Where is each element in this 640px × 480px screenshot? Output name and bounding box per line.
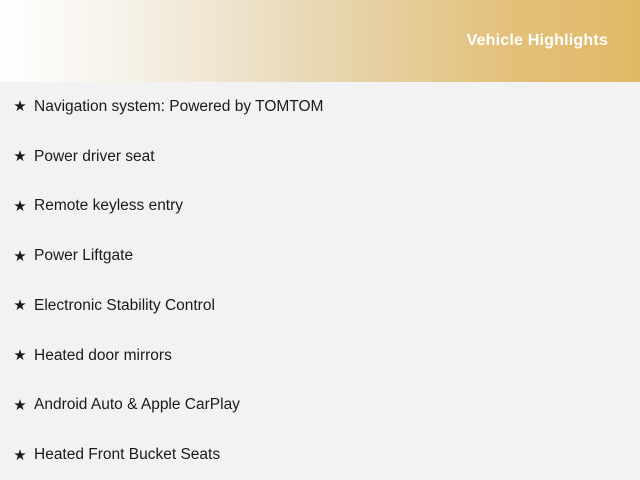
list-item bbox=[0, 381, 640, 431]
vehicle-highlights-list bbox=[0, 82, 640, 480]
list-item bbox=[0, 281, 640, 331]
list-item-label: Heated Front Bucket Seats bbox=[34, 446, 221, 464]
list-item-label: Android Auto & Apple CarPlay bbox=[34, 396, 240, 414]
list-item-label: Power driver seat bbox=[34, 147, 155, 165]
star-icon: ★ bbox=[13, 347, 27, 365]
list-item bbox=[0, 82, 640, 132]
star-icon: ★ bbox=[13, 396, 27, 414]
page-header bbox=[0, 0, 640, 82]
list-item bbox=[0, 331, 640, 381]
page-title: Vehicle Highlights bbox=[466, 32, 608, 49]
list-item-label: Electronic Stability Control bbox=[34, 296, 215, 314]
star-icon: ★ bbox=[13, 297, 27, 315]
star-icon: ★ bbox=[13, 98, 27, 116]
list-item bbox=[0, 182, 640, 232]
star-icon: ★ bbox=[13, 148, 27, 166]
list-item-label: Power Liftgate bbox=[34, 247, 134, 265]
list-item bbox=[0, 132, 640, 182]
list-item-label: Heated door mirrors bbox=[34, 346, 172, 364]
star-icon: ★ bbox=[13, 197, 27, 215]
list-item-label: Remote keyless entry bbox=[34, 197, 184, 215]
star-icon: ★ bbox=[13, 247, 27, 265]
list-item bbox=[0, 231, 640, 281]
list-item-label: Navigation system: Powered by TOMTOM bbox=[34, 97, 324, 115]
star-icon: ★ bbox=[13, 446, 27, 464]
list-item bbox=[0, 430, 640, 480]
